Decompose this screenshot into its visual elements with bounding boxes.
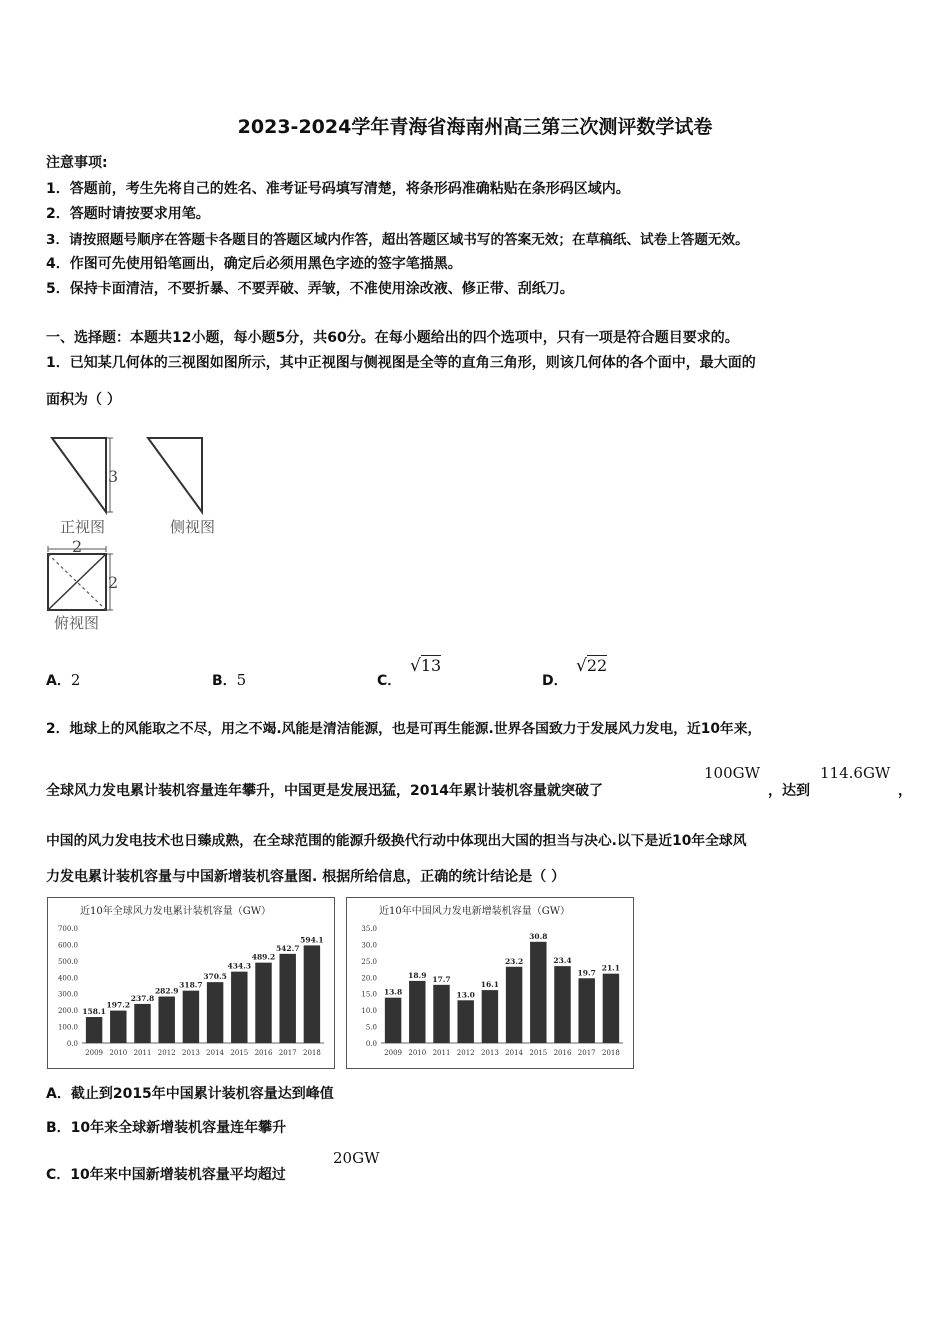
bar (578, 978, 594, 1043)
y-tick-label: 30.0 (361, 941, 377, 950)
bar (554, 966, 570, 1043)
y-tick-label: 35.0 (361, 925, 377, 933)
q1-option-a-label: A． (46, 673, 71, 689)
data-label: 13.0 (456, 990, 475, 1000)
y-tick-label: 25.0 (361, 957, 377, 966)
notice-item-3: 3．请按照题号顺序在答题卡各题目的答题区域内作答，超出答题区域书写的答案无效；在草稿纸、试卷上答题无效。 (46, 232, 749, 248)
bar (255, 963, 271, 1043)
bar (433, 985, 449, 1043)
x-tick-label: 2018 (601, 1049, 620, 1057)
q1-option-c-value: 13 (420, 656, 442, 675)
y-tick-label: 10.0 (361, 1007, 377, 1016)
x-tick-label: 2017 (577, 1049, 596, 1057)
q2-option-a[interactable]: A．截止到2015年中国累计装机容量达到峰值 (46, 1086, 334, 1102)
y-tick-label: 500.0 (57, 957, 78, 966)
data-label: 489.2 (251, 952, 276, 962)
chart-title: 近10年全球风力发电累计装机容量（GW） (80, 906, 271, 917)
q1-option-d-value: 22 (586, 656, 608, 675)
data-label: 21.1 (601, 963, 621, 973)
data-label: 19.7 (577, 968, 596, 978)
china-new-capacity-chart-box (346, 897, 634, 1069)
q1-option-c[interactable] (377, 670, 401, 690)
q2-text-line2c: ，达到 (768, 783, 810, 799)
bar (110, 1011, 126, 1043)
global-capacity-chart-box (47, 897, 335, 1069)
side-view-label: 侧视图 (170, 518, 216, 536)
data-label: 237.8 (130, 993, 155, 1003)
x-tick-label: 2013 (181, 1049, 200, 1057)
q1-option-d[interactable] (542, 670, 568, 690)
data-label: 13.8 (383, 987, 403, 997)
y-tick-label: 0.0 (365, 1040, 377, 1048)
q2-option-c-math: 20GW (333, 1149, 380, 1167)
q1-option-c-math (410, 656, 441, 676)
bar (603, 974, 619, 1043)
section-heading: 一、选择题：本题共12小题，每小题5分，共60分。在每小题给出的四个选项中，只有一项是符合题目要求的。 (46, 330, 739, 346)
x-tick-label: 2010 (408, 1049, 427, 1057)
x-tick-label: 2012 (157, 1049, 176, 1057)
x-tick-label: 2018 (302, 1049, 321, 1057)
q2-text-line4: 力发电累计装机容量与中国新增装机容量图. 根据所给信息，正确的统计结论是（ ） (46, 869, 566, 885)
china-new-capacity-chart (347, 898, 633, 1068)
data-label: 594.1 (300, 935, 324, 945)
x-tick-label: 2011 (133, 1049, 152, 1057)
y-tick-label: 100.0 (57, 1023, 78, 1032)
top-view-label: 俯视图 (54, 614, 100, 632)
q1-option-a[interactable] (46, 670, 80, 690)
y-tick-label: 200.0 (57, 1007, 78, 1016)
top-view-depth-label: 2 (108, 573, 119, 592)
q1-option-d-label: D． (542, 673, 568, 689)
bar (183, 991, 199, 1043)
q1-option-a-value: 2 (70, 671, 81, 689)
q2-text-line1: 2．地球上的风能取之不尽，用之不竭.风能是清洁能源，也是可再生能源.世界各国致力于发展风力发电，近10年来， (46, 721, 762, 737)
data-label: 542.7 (275, 943, 300, 953)
x-tick-label: 2014 (206, 1049, 225, 1057)
q2-text-line3: 中国的风力发电技术也日臻成熟，在全球范围的能源升级换代行动中体现出大国的担当与决心.以下是近10年全球风 (46, 833, 747, 849)
notice-item-1: 1．答题前，考生先将自己的姓名、准考证号码填写清楚，将条形码准确粘贴在条形码区域内。 (46, 181, 630, 197)
q2-option-b[interactable]: B．10年来全球新增装机容量连年攀升 (46, 1120, 287, 1136)
data-label: 434.3 (227, 961, 252, 971)
y-tick-label: 5.0 (365, 1023, 377, 1032)
data-label: 18.9 (408, 970, 427, 980)
bar (409, 981, 425, 1043)
data-label: 197.2 (106, 1000, 131, 1010)
q1-text-line1: 1．已知某几何体的三视图如图所示，其中正视图与侧视图是全等的直角三角形，则该几何体的各个面中，最大面的 (46, 355, 756, 371)
bar (231, 972, 247, 1043)
bar (134, 1004, 150, 1043)
y-tick-label: 600.0 (57, 941, 78, 950)
q1-option-b-label: B． (212, 673, 237, 689)
bar (86, 1017, 102, 1043)
bar (506, 967, 522, 1043)
bar (158, 997, 174, 1043)
x-tick-label: 2016 (553, 1049, 572, 1057)
x-tick-label: 2013 (480, 1049, 499, 1057)
bar (457, 1000, 473, 1043)
data-label: 16.1 (480, 980, 500, 990)
bar (279, 954, 295, 1043)
q2-text-line2a: 全球风力发电累计装机容量连年攀升，中国更是发展迅猛，2014年累计装机容量就突破了 (46, 783, 603, 799)
y-tick-label: 300.0 (57, 990, 78, 999)
y-tick-label: 400.0 (57, 974, 78, 983)
side-view (148, 438, 202, 512)
notice-heading: 注意事项: (46, 155, 108, 171)
q2-math-114gw: 114.6GW (820, 764, 891, 782)
y-tick-label: 15.0 (361, 990, 377, 999)
y-tick-label: 700.0 (57, 925, 78, 933)
top-view-width-label: 2 (72, 537, 83, 556)
x-tick-label: 2015 (529, 1049, 548, 1057)
y-tick-label: 20.0 (361, 974, 377, 983)
x-tick-label: 2015 (230, 1049, 249, 1057)
bar (482, 990, 498, 1043)
data-label: 318.7 (179, 980, 203, 990)
x-tick-label: 2012 (456, 1049, 475, 1057)
front-view (52, 438, 113, 512)
x-tick-label: 2017 (278, 1049, 297, 1057)
notice-item-2: 2．答题时请按要求用笔。 (46, 206, 210, 222)
notice-item-5: 5．保持卡面清洁，不要折暴、不要弄破、弄皱，不准使用涂改液、修正带、刮纸刀。 (46, 281, 574, 297)
data-label: 30.8 (529, 931, 548, 941)
notice-item-4: 4．作图可先使用铅笔画出，确定后必须用黑色字迹的签字笔描黑。 (46, 256, 462, 272)
y-tick-label: 0.0 (66, 1040, 78, 1048)
data-label: 282.9 (154, 986, 179, 996)
bar (530, 942, 546, 1043)
data-label: 23.4 (553, 956, 572, 966)
data-label: 23.2 (504, 956, 524, 966)
front-view-label: 正视图 (60, 518, 106, 536)
q1-text-line2: 面积为（ ） (46, 392, 121, 408)
sqrt-symbol: √ (410, 656, 421, 676)
data-label: 158.1 (82, 1007, 106, 1017)
q1-option-b[interactable] (212, 670, 246, 690)
three-view-figure (44, 432, 234, 632)
q1-option-b-value: 5 (236, 671, 247, 689)
x-tick-label: 2014 (505, 1049, 524, 1057)
x-tick-label: 2016 (254, 1049, 273, 1057)
q2-text-line2e: ， (898, 783, 912, 799)
bar (385, 998, 401, 1043)
bar (304, 945, 320, 1043)
x-tick-label: 2010 (109, 1049, 128, 1057)
q2-math-100gw: 100GW (704, 764, 761, 782)
x-tick-label: 2009 (384, 1049, 403, 1057)
q2-option-c[interactable]: C．10年来中国新增装机容量平均超过 (46, 1167, 286, 1183)
bar (207, 982, 223, 1043)
data-label: 17.7 (432, 974, 451, 984)
x-tick-label: 2011 (432, 1049, 451, 1057)
global-capacity-chart (48, 898, 334, 1068)
page-title: 2023-2024学年青海省海南州高三第三次测评数学试卷 (237, 116, 713, 138)
sqrt-symbol: √ (576, 656, 587, 676)
q1-option-d-math (576, 656, 607, 676)
x-tick-label: 2009 (85, 1049, 104, 1057)
q1-option-c-label: C． (377, 673, 402, 689)
chart-title: 近10年中国风力发电新增装机容量（GW） (379, 906, 570, 917)
front-view-height-label: 3 (108, 467, 119, 486)
data-label: 370.5 (203, 972, 227, 982)
